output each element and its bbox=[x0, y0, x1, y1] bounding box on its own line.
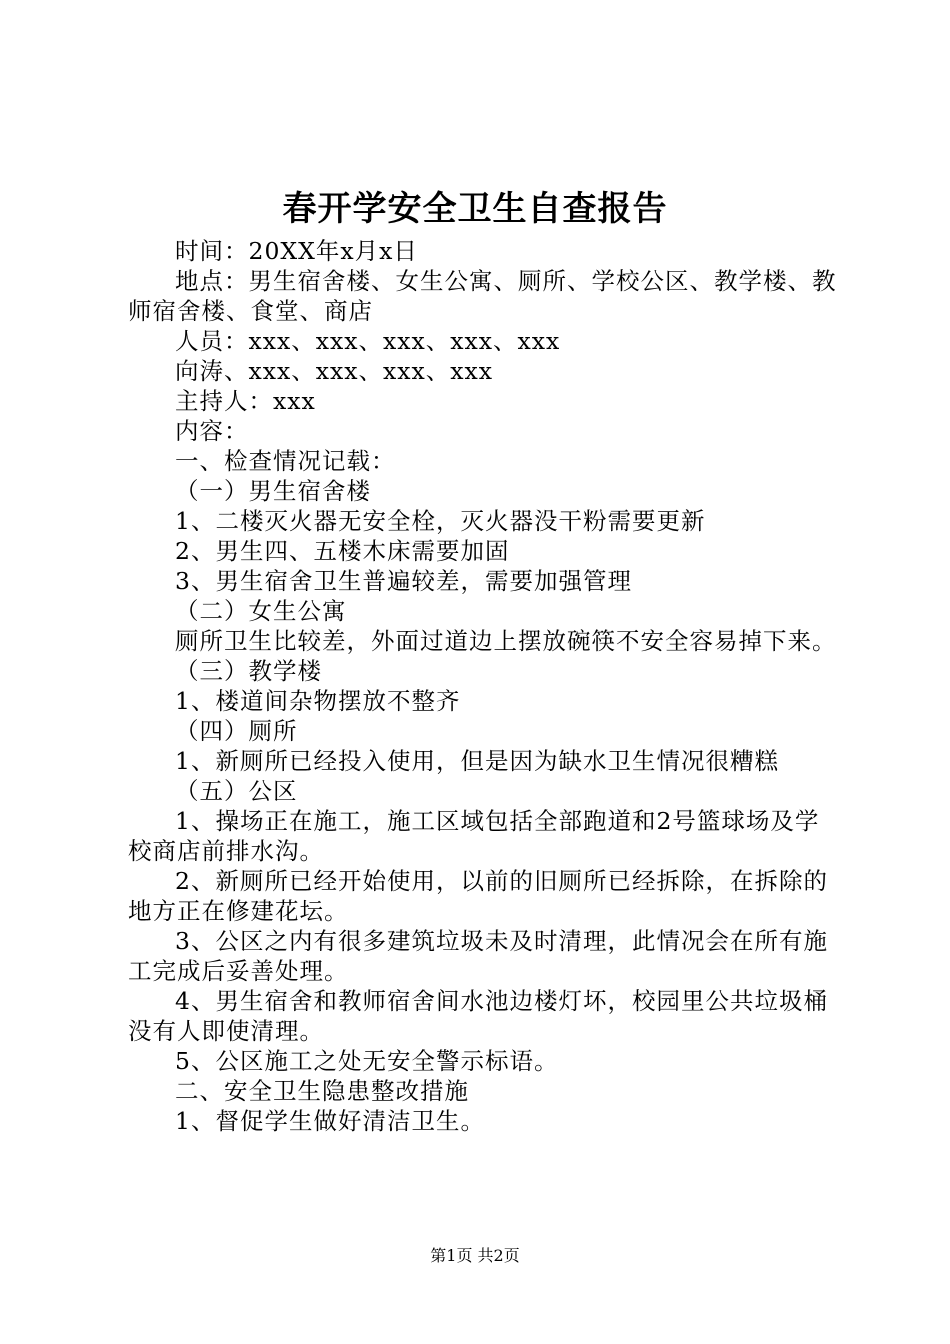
subsection-heading: （五）公区 bbox=[175, 777, 298, 805]
paragraph-personnel-cont: 向涛、xxx、xxx、xxx、xxx bbox=[175, 357, 494, 385]
section-heading-1: 一、检查情况记载： bbox=[175, 447, 396, 475]
paragraph-host: 主持人：xxx bbox=[175, 387, 316, 415]
list-item: 5、公区施工之处无安全警示标语。 bbox=[175, 1047, 559, 1075]
subsection-heading: （三）教学楼 bbox=[175, 657, 322, 685]
subsection-heading: （二）女生公寓 bbox=[175, 597, 347, 625]
list-item: 3、公区之内有很多建筑垃圾未及时清理，此情况会在所有施工完成后妥善处理。 bbox=[128, 927, 828, 985]
document-title: 春开学安全卫生自查报告 bbox=[282, 189, 668, 229]
list-item: 1、操场正在施工，施工区域包括全部跑道和2号篮球场及学校商店前排水沟。 bbox=[128, 807, 820, 865]
paragraph-content-label: 内容： bbox=[175, 417, 249, 445]
paragraph: 厕所卫生比较差，外面过道边上摆放碗筷不安全容易掉下来。 bbox=[175, 627, 837, 655]
list-item: 1、新厕所已经投入使用，但是因为缺水卫生情况很糟糕 bbox=[175, 747, 779, 775]
list-item: 1、二楼灭火器无安全栓，灭火器没干粉需要更新 bbox=[175, 507, 706, 535]
list-item: 2、男生四、五楼木床需要加固 bbox=[175, 537, 510, 565]
paragraph-personnel: 人员：xxx、xxx、xxx、xxx、xxx bbox=[175, 327, 561, 355]
section-heading-2: 二、安全卫生隐患整改措施 bbox=[175, 1077, 469, 1105]
list-item: 4、男生宿舍和教师宿舍间水池边楼灯坏，校园里公共垃圾桶没有人即使清理。 bbox=[128, 987, 828, 1045]
list-item: 1、督促学生做好清洁卫生。 bbox=[175, 1107, 485, 1135]
list-item: 1、楼道间杂物摆放不整齐 bbox=[175, 687, 461, 715]
paragraph-time: 时间：20XX年x月x日 bbox=[175, 237, 418, 265]
list-item: 2、新厕所已经开始使用，以前的旧厕所已经拆除，在拆除的地方正在修建花坛。 bbox=[128, 867, 828, 925]
document-body bbox=[128, 236, 840, 1136]
list-item: 3、男生宿舍卫生普遍较差，需要加强管理 bbox=[175, 567, 632, 595]
subsection-heading: （一）男生宿舍楼 bbox=[175, 477, 371, 505]
page-footer: 第1页 共2页 bbox=[430, 1246, 520, 1265]
paragraph-location: 地点：男生宿舍楼、女生公寓、厕所、学校公区、教学楼、教师宿舍楼、食堂、商店 bbox=[128, 267, 837, 325]
subsection-heading: （四）厕所 bbox=[175, 717, 298, 745]
